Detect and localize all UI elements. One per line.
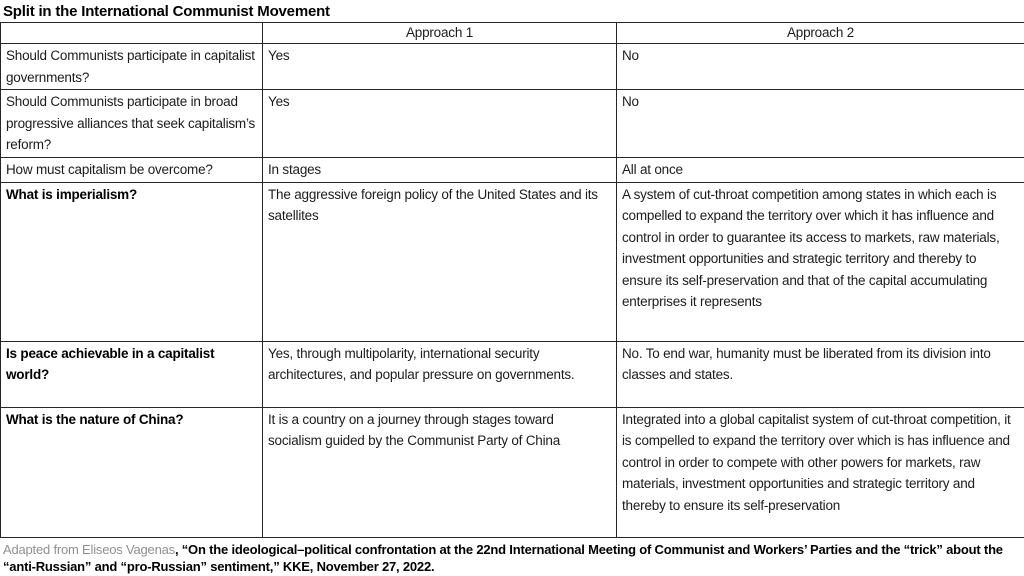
- approach2-cell: No: [617, 90, 1024, 158]
- approach2-cell: All at once: [617, 157, 1024, 182]
- column-header-blank: [1, 23, 263, 44]
- citation-text: , “On the ideological–political confrontation at the 22nd International Meeting of Communist and Workers’ Parties and the “trick” about the “anti-Russian” and “pro-Russian” sentiment,” KKE, November 27, 2022.: [3, 541, 1003, 574]
- approach1-cell: Yes: [263, 44, 617, 90]
- column-header-approach-2: Approach 2: [617, 23, 1024, 44]
- table-row-imperialism: [1, 182, 1024, 341]
- approach2-cell: No: [617, 44, 1024, 90]
- question-cell: Should Communists participate in broad progressive alliances that seek capitalism’s reform?: [1, 90, 263, 158]
- question-cell: What is the nature of China?: [1, 407, 263, 537]
- approach2-cell: Integrated into a global capitalist system of cut-throat competition, it is compelled to expand the territory over which is has influence and control in order to compete with other powers for markets, raw materials, investment opportunities and strategic territory and thereby to ensure its self-preservation: [617, 407, 1024, 537]
- question-cell: How must capitalism be overcome?: [1, 157, 263, 182]
- attribution-text: Adapted from Eliseos Vagenas: [3, 541, 175, 557]
- approach2-cell: A system of cut-throat competition among states in which each is compelled to expand the territory over which it has influence and control in order to guarantee its access to markets, raw materials, investment opportunities and strategic territory and thereby to ensure its self-preservation and that of the capital accumulating enterprises it represents: [617, 182, 1024, 341]
- table-row-capitalist-governments: [1, 44, 1024, 90]
- comparison-table: [0, 22, 1024, 538]
- approach1-cell: Yes: [263, 90, 617, 158]
- table-row-progressive-alliances: [1, 90, 1024, 158]
- question-cell: Is peace achievable in a capitalist world?: [1, 341, 263, 407]
- question-cell: What is imperialism?: [1, 182, 263, 341]
- header-row: [1, 23, 1024, 44]
- approach2-cell: No. To end war, humanity must be liberated from its division into classes and states.: [617, 341, 1024, 407]
- table-row-overcome-capitalism: [1, 157, 1024, 182]
- approach1-cell: Yes, through multipolarity, international security architectures, and popular pressure on governments.: [263, 341, 617, 407]
- approach1-cell: It is a country on a journey through stages toward socialism guided by the Communist Party of China: [263, 407, 617, 537]
- question-cell: Should Communists participate in capitalist governments?: [1, 44, 263, 90]
- table-row-nature-of-china: [1, 407, 1024, 537]
- column-header-approach-1: Approach 1: [263, 23, 617, 44]
- page-title: Split in the International Communist Movement: [3, 3, 330, 20]
- table-row-peace: [1, 341, 1024, 407]
- source-footer: [0, 538, 1024, 576]
- approach1-cell: In stages: [263, 157, 617, 182]
- approach1-cell: The aggressive foreign policy of the United States and its satellites: [263, 182, 617, 341]
